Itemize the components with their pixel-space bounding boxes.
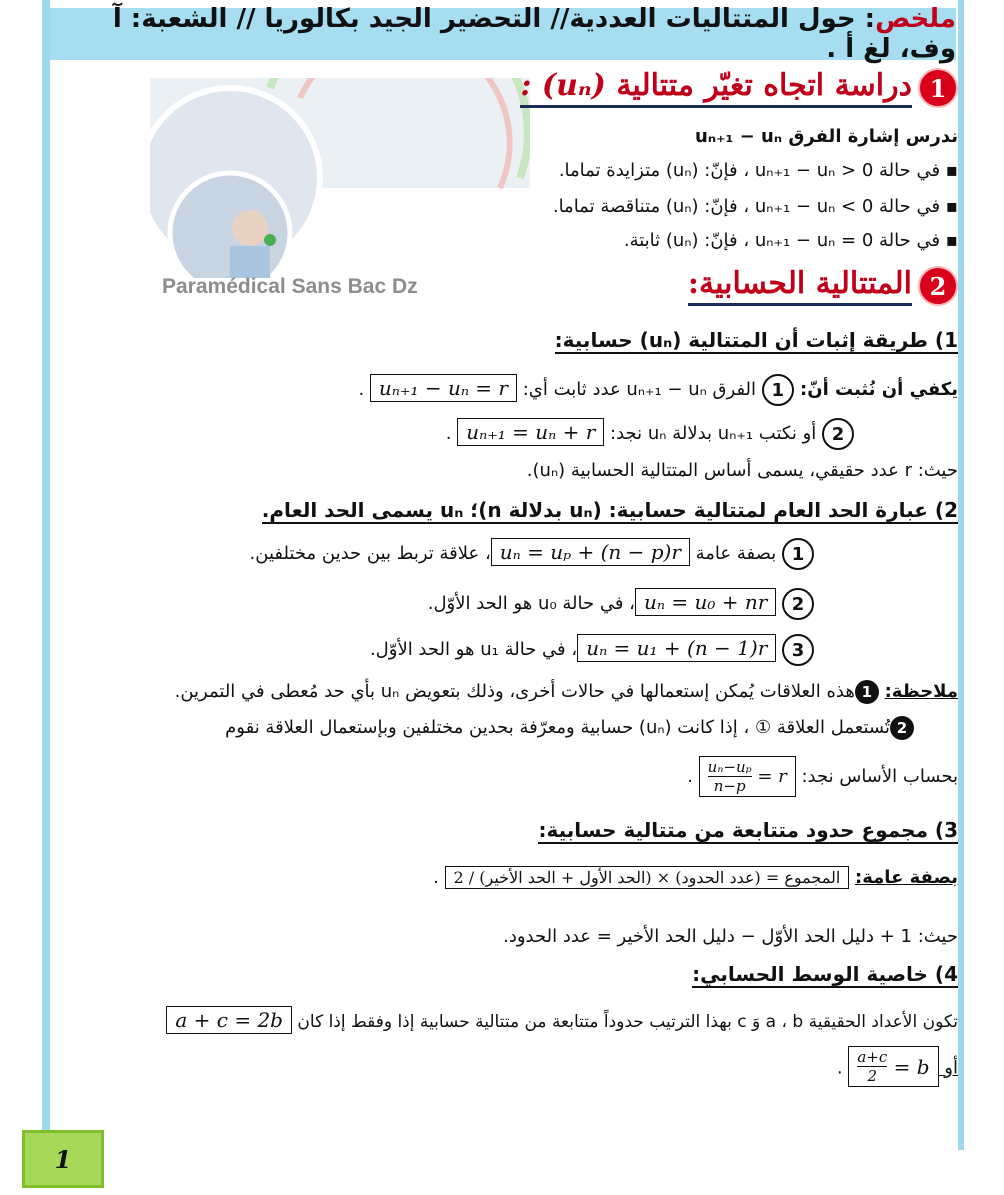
fraction [857, 1048, 887, 1085]
formula-box-mean-alt: b = $\frac{a+c}{2}$ [848, 1046, 938, 1087]
sub1-line1-rest: الفرق uₙ₊₁ − uₙ عدد ثابت أي: [516, 379, 762, 400]
page-header [50, 4, 956, 64]
formula-box-sum: المجموع = (عدد الحدود) × (الحد الأول + الحد الأخير) / 2 [445, 866, 850, 889]
item-post: ، علاقة تربط بين حدين مختلفين. [249, 543, 491, 564]
page-number-badge [22, 1130, 104, 1188]
fraction-numerator: uₙ−uₚ [707, 758, 752, 776]
formula-box-u0: uₙ = u₀ + nr [635, 588, 776, 616]
page-number: 1 [54, 1144, 72, 1174]
page-title [50, 4, 956, 64]
section1-case-1: ▪ في حالة 0 < uₙ₊₁ − uₙ ، فإنّ: (uₙ) متزايدة تماما. [558, 160, 958, 181]
section1-case-2: ▪ في حالة 0 > uₙ₊₁ − uₙ ، فإنّ: (uₙ) متناقصة تماما. [552, 196, 958, 217]
sum-label: بصفة عامة: [855, 867, 958, 888]
section2-title: المتتالية الحسابية: [688, 266, 912, 306]
item-post: ، في حالة u₀ هو الحد الأوّل. [427, 593, 635, 614]
circled-two-icon: 2 [782, 588, 814, 620]
watermark-label: Paramédical Sans Bac Dz [162, 275, 418, 298]
item-post: ، في حالة u₁ هو الحد الأوّل. [369, 639, 578, 660]
case-text: في حالة 0 > uₙ₊₁ − uₙ ، فإنّ: (uₙ) متناقصة تماما. [552, 196, 941, 217]
circled-two-icon: 2 [822, 418, 854, 450]
note-2-text: تُستعمل العلاقة ① ، إذا كانت (uₙ) حسابية ومعرّفة بحدين مختلفين وبإستعمال العلاقة نقوم [225, 717, 890, 738]
note-line-2 [225, 716, 914, 740]
sub1-line2-text: أو نكتب uₙ₊₁ بدلالة uₙ نجد: [604, 423, 822, 444]
title-text: : حول المتتاليات العددية// التحضير الجيد بكالوريا // الشعبة: آ وف، لغ أ . [112, 4, 956, 64]
formula-box-ratio: r = $\frac{\text{uₙ−uₚ}}{n-p}$ [699, 756, 796, 797]
fraction-denominator: n−p [713, 777, 746, 795]
formula-box-mean: a + c = 2b [166, 1006, 292, 1034]
general-term-item-1 [250, 538, 814, 570]
formula-box-recurrence: uₙ₊₁ = uₙ + r [457, 418, 604, 446]
filled-one-icon: 1 [855, 680, 879, 704]
page-border-left [42, 0, 50, 1150]
note-line-1 [175, 680, 958, 704]
section2-heading [688, 266, 958, 306]
section1-symbol: (uₙ) : [520, 68, 606, 103]
circled-one-icon: 1 [762, 374, 794, 406]
section1-title-text: دراسة اتجاه تغيّر متتالية [616, 68, 912, 103]
section2-number-icon: 2 [918, 266, 958, 306]
case-text: في حالة 0 < uₙ₊₁ − uₙ ، فإنّ: (uₙ) متزايدة تماما. [558, 160, 941, 181]
fraction-numerator: a+c [857, 1048, 888, 1066]
general-term-item-2 [428, 588, 814, 620]
section1-title [520, 68, 912, 108]
note-1-text: هذه العلاقات يُمكن إستعمالها في حالات أخرى، وذلك بتعويض uₙ بأي حد مُعطى في التمرين. [174, 681, 855, 702]
sum-where-line: حيث: 1 + دليل الحد الأوّل − دليل الحد الأخير = عدد الحدود. [503, 926, 958, 947]
formula-box-u1: uₙ = u₁ + (n − 1)r [577, 634, 776, 662]
page-border-right [958, 0, 964, 1150]
item-pre: بصفة عامة [689, 543, 777, 564]
sub1-line2: 2 أو نكتب uₙ₊₁ بدلالة uₙ نجد: uₙ₊₁ = uₙ + r . [446, 418, 854, 450]
subsection-4-title: 4) خاصية الوسط الحسابي: [692, 962, 958, 986]
note-3-text: بحساب الأساس نجد: [795, 766, 958, 787]
fraction-denominator: 2 [867, 1067, 878, 1085]
general-term-item-3 [370, 634, 814, 666]
sub1-line1: يكفي أن نُثبت أنّ: 1 الفرق uₙ₊₁ − uₙ عدد ثابت أي: uₙ₊₁ − uₙ = r . [358, 374, 958, 406]
note-label: ملاحظة: [884, 681, 958, 702]
subsection-2-title: 2) عبارة الحد العام لمتتالية حسابية: (uₙ بدلالة n)؛ uₙ يسمى الحد العام. [261, 498, 958, 522]
case-text: في حالة 0 = uₙ₊₁ − uₙ ، فإنّ: (uₙ) ثابتة. [623, 230, 941, 251]
section1-number-icon: 1 [918, 68, 958, 108]
formula-box-general: uₙ = uₚ + (n − p)r [491, 538, 690, 566]
circled-three-icon: 3 [782, 634, 814, 666]
title-summary-word: ملخص [875, 4, 956, 34]
sub1-line3: حيث: r عدد حقيقي، يسمى أساس المتتالية الحسابية (uₙ). [526, 460, 958, 481]
fraction [708, 758, 752, 795]
section1-heading [520, 68, 958, 108]
watermark-logo [150, 78, 530, 278]
mean-property-text: تكون الأعداد الحقيقية a ، b وَ c بهذا الترتيب حدوداً متتابعة من متتالية حسابية إذا وفقط إذا كان [292, 1012, 958, 1032]
mean-alt-line: أو b = $\frac{a+c}{2}$ . [836, 1048, 958, 1085]
circled-one-icon: 1 [782, 538, 814, 570]
filled-two-icon: 2 [890, 716, 914, 740]
sub1-line1-lead: يكفي أن نُثبت أنّ: [793, 379, 958, 400]
subsection-3-title: 3) مجموع حدود متتابعة من متتالية حسابية: [538, 818, 958, 842]
mean-property-line [166, 1006, 958, 1034]
section1-intro: ندرس إشارة الفرق uₙ₊₁ − uₙ [695, 126, 958, 147]
sum-formula-line: بصفة عامة: المجموع = (عدد الحدود) × (الحد الأول + الحد الأخير) / 2 . [433, 867, 958, 888]
section1-case-3: ▪ في حالة 0 = uₙ₊₁ − uₙ ، فإنّ: (uₙ) ثابتة. [623, 230, 958, 251]
note-line-3: بحساب الأساس نجد: r = $\frac{\text{uₙ−uₚ}}{n-p}$ . [687, 758, 958, 795]
formula-box-difference: uₙ₊₁ − uₙ = r [370, 374, 517, 402]
subsection-1-title: 1) طريقة إثبات أن المتتالية (uₙ) حسابية: [554, 328, 958, 352]
or-text: أو [938, 1057, 958, 1079]
